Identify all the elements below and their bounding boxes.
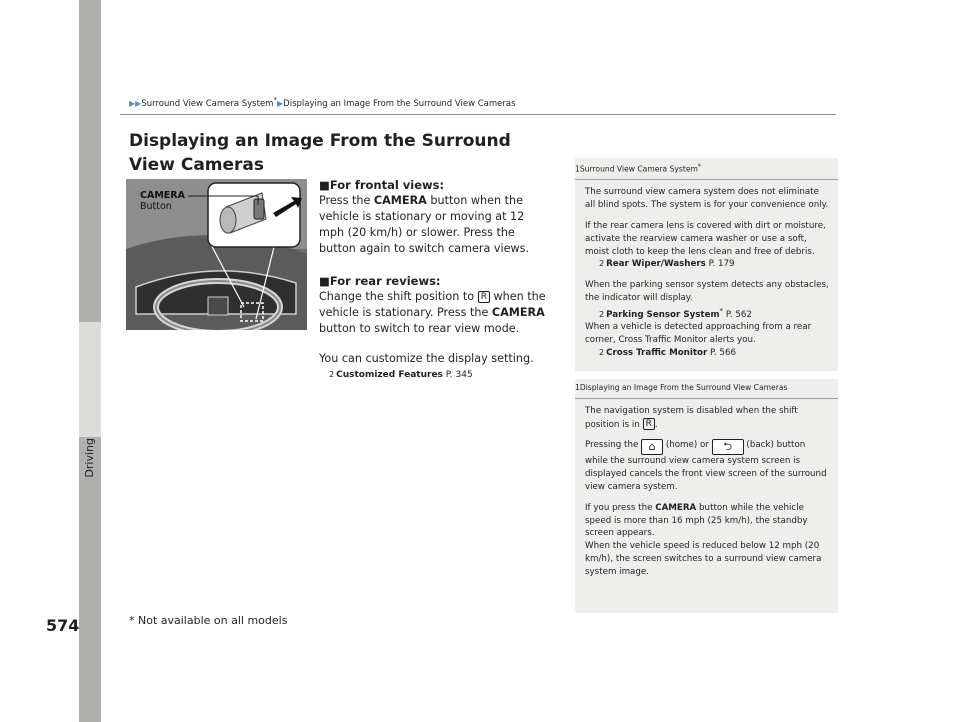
note-text: If the rear camera lens is covered with dirt or moisture, activate the rearview camera washer or use a soft, moist cloth to keep the lens clean and free of debris. — [585, 220, 826, 257]
frontal-heading-text: For frontal views: — [329, 178, 445, 192]
shift-r-key: R — [643, 418, 655, 430]
camera-term: CAMERA — [655, 502, 697, 513]
note-text — [585, 405, 830, 432]
double-arrow-icon: 2 — [599, 347, 605, 357]
main-content — [319, 177, 549, 383]
note-heading — [575, 158, 838, 180]
figure-label-line: Button — [140, 201, 172, 212]
double-arrow-icon: 2 — [329, 370, 335, 379]
xref-label[interactable]: Rear Wiper/Washers — [606, 259, 706, 270]
text: button while the vehicle speed is more than 16 mph (25 km/h), the standby screen appears. — [585, 502, 808, 539]
note-heading — [575, 379, 838, 399]
home-icon: ⌂ — [641, 439, 663, 455]
note-text: When the parking sensor system detects any obstacles, the indicator will display. — [585, 280, 829, 303]
rear-heading-text: For rear reviews: — [329, 274, 441, 288]
note-marker-icon: 1 — [575, 383, 580, 392]
xref-page[interactable]: P. 179 — [708, 259, 735, 270]
section-tab — [79, 322, 101, 437]
xref-rear-wiper[interactable] — [585, 258, 830, 271]
xref-label[interactable]: Parking Sensor System — [606, 309, 720, 320]
frontal-heading — [319, 177, 549, 193]
page-title: Displaying an Image From the Surround View Cameras — [129, 131, 511, 175]
xref-customized-features[interactable] — [319, 367, 549, 383]
customize-paragraph: You can customize the display setting. — [319, 352, 534, 365]
section-marker-icon: ■ — [319, 178, 330, 192]
footnote-star: * — [719, 305, 724, 315]
double-arrow-icon: 2 — [599, 309, 605, 319]
note-text — [585, 502, 830, 540]
double-arrow-icon: 2 — [599, 259, 605, 269]
camera-button-illustration — [126, 179, 307, 330]
text: Change the shift position to — [319, 290, 478, 303]
note-body — [575, 184, 838, 359]
text: Pressing the — [585, 440, 642, 451]
header-rule — [120, 114, 836, 115]
note-body — [575, 403, 838, 579]
side-note-displaying-image — [575, 379, 838, 613]
text: (home) or — [663, 440, 712, 451]
note-marker-icon: 1 — [575, 164, 580, 174]
xref-parking-sensor[interactable] — [585, 305, 830, 322]
text: If you press the — [585, 502, 656, 513]
breadcrumb-item[interactable]: Surround View Camera System — [141, 98, 274, 109]
note-text: When a vehicle is detected approaching from a rear corner, Cross Traffic Monitor alerts you. — [585, 322, 812, 346]
breadcrumb-item[interactable]: Displaying an Image From the Surround View Cameras — [283, 98, 516, 109]
text: button when the vehicle is stationary or moving at 12 mph (20 km/h) or slower. Press the button again to switch camera views. — [319, 194, 530, 255]
rear-paragraph — [319, 289, 549, 337]
text: . — [654, 419, 658, 430]
footnote: * Not available on all models — [129, 614, 288, 627]
shift-r-key: R — [478, 291, 490, 303]
page-number: 574 — [46, 616, 80, 635]
note-text: The surround view camera system does not eliminate all blind spots. The system is for your convenience only. — [585, 187, 829, 211]
camera-term: CAMERA — [491, 306, 545, 319]
footnote-star: * — [697, 163, 702, 170]
xref-page[interactable]: P. 345 — [445, 370, 473, 380]
xref-label[interactable]: Customized Features — [336, 370, 443, 380]
xref-label[interactable]: Cross Traffic Monitor — [606, 347, 708, 358]
text: The navigation system is disabled when the shift position is in — [585, 405, 798, 430]
section-marker-icon: ■ — [319, 274, 330, 288]
xref-cross-traffic[interactable] — [585, 347, 830, 360]
note-text — [585, 439, 830, 493]
note-heading-text: Surround View Camera System — [579, 164, 698, 174]
figure-label — [140, 190, 185, 212]
note-heading-text: Displaying an Image From the Surround View Cameras — [579, 383, 788, 392]
section-label: Driving — [83, 438, 96, 478]
camera-term: CAMERA — [373, 194, 427, 207]
text: (back) button while the surround view camera system screen is displayed cancels the front view screen of the surround view camera system. — [585, 440, 827, 492]
breadcrumb-arrow-icon: ▶▶ — [129, 98, 142, 108]
footnote-star: * — [273, 95, 277, 104]
rear-heading — [319, 273, 549, 289]
frontal-paragraph — [319, 193, 549, 257]
note-text: When the vehicle speed is reduced below 12 mph (20 km/h), the screen switches to a surround view camera system image. — [585, 541, 822, 577]
text: button to switch to rear view mode. — [319, 322, 520, 335]
text: when the vehicle is stationary. Press the — [319, 290, 546, 319]
back-arrow-icon: ⮌ — [712, 439, 744, 455]
breadcrumb-arrow-icon: ▶ — [277, 98, 284, 108]
text: Press the — [319, 194, 374, 207]
breadcrumb — [129, 95, 516, 109]
xref-page[interactable]: P. 562 — [725, 309, 752, 320]
figure-label-line: CAMERA — [140, 190, 185, 201]
xref-page[interactable]: P. 566 — [710, 347, 737, 358]
side-note-surround-view — [575, 158, 838, 371]
